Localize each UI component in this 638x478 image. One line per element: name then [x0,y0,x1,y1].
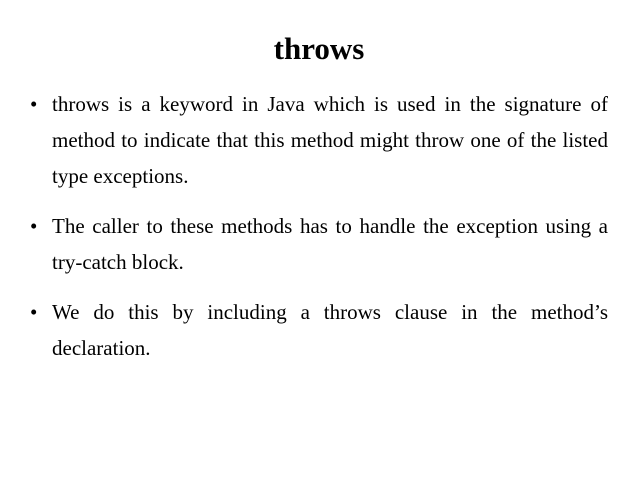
bullet-item [30,294,608,366]
bullet-icon: • [30,300,38,324]
bullet-text: We do this by including a throws clause in the method’s declaration. [52,300,608,360]
bullet-icon: • [30,92,38,116]
bullet-text: The caller to these methods has to handle the exception using a try-catch block. [52,214,608,274]
bullet-item [30,208,608,280]
bullet-icon: • [30,214,38,238]
bullet-list [30,86,608,380]
bullet-item [30,86,608,194]
bullet-text: throws is a keyword in Java which is used in the signature of method to indicate that this method might throw one of the listed type exceptions. [52,92,608,188]
slide-title: throws [273,31,365,66]
